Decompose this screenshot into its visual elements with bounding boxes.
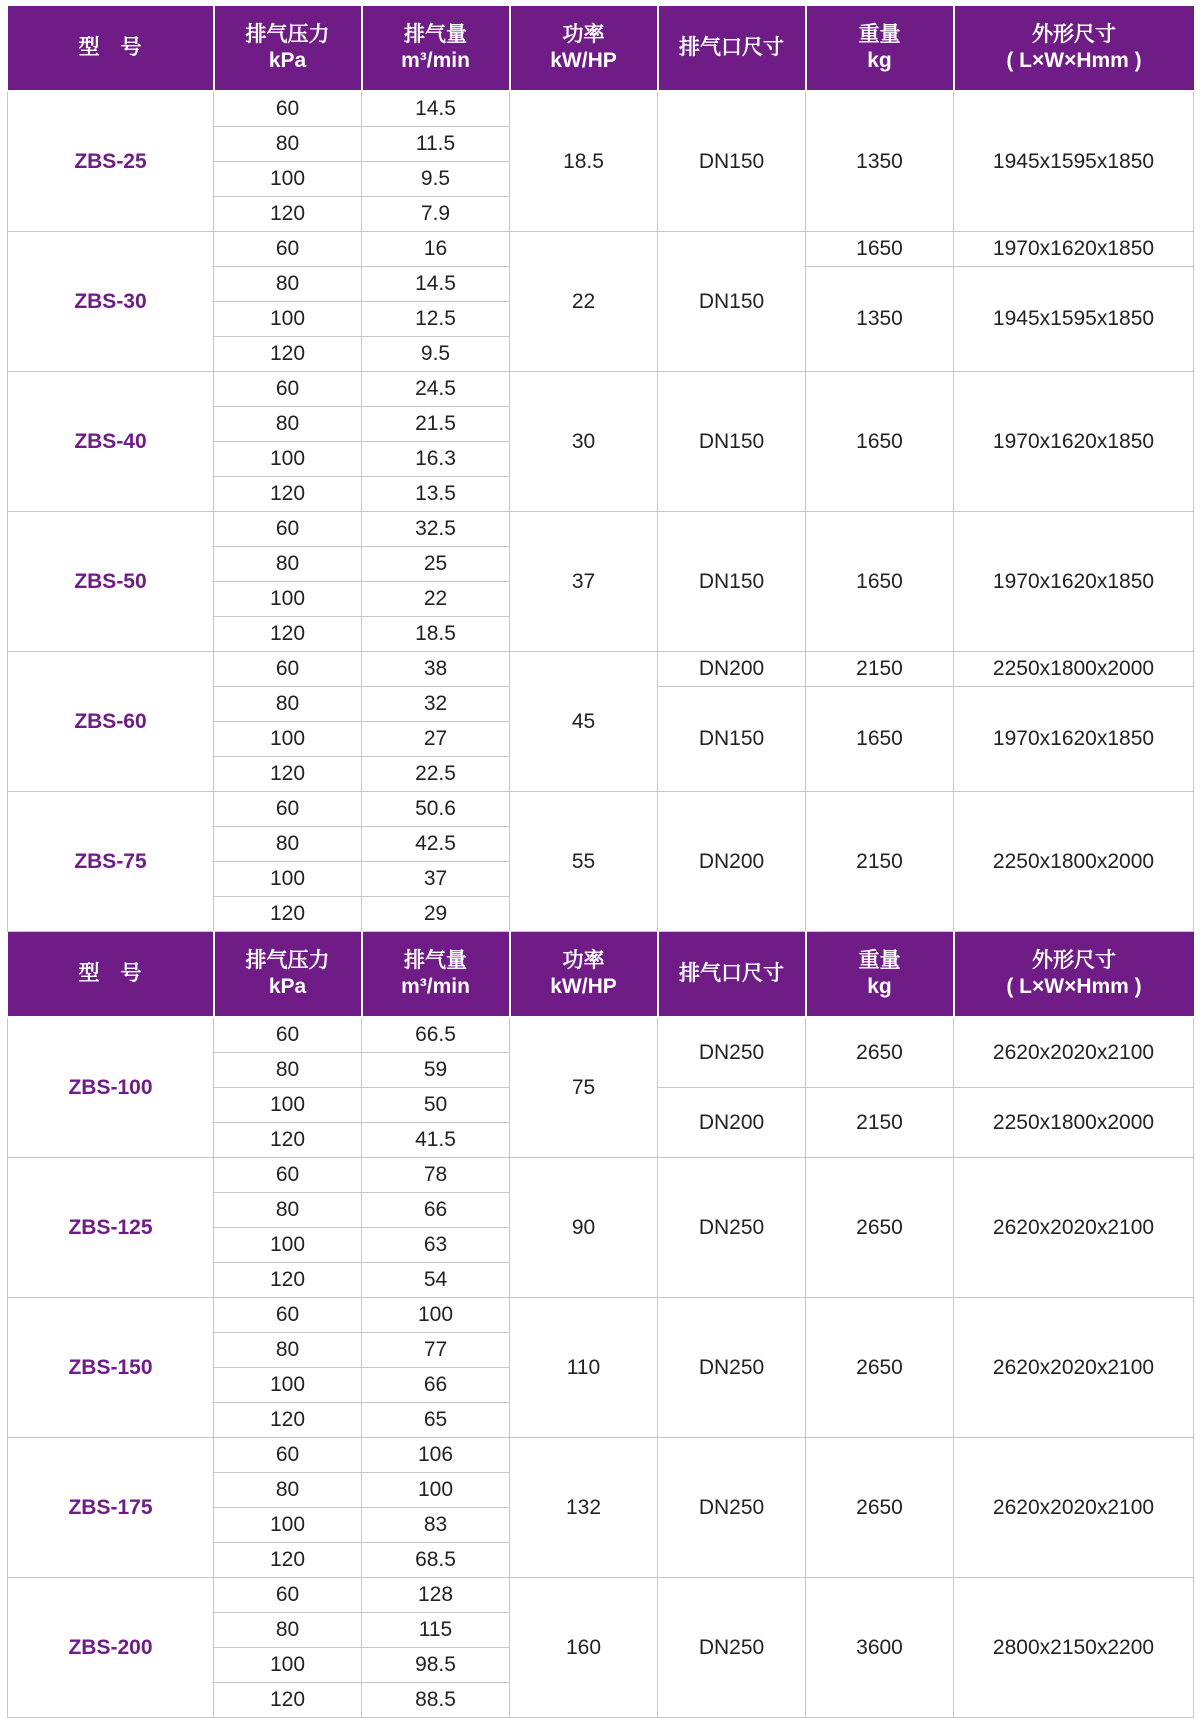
- pressure-cell: 60: [214, 1298, 362, 1333]
- dimensions-cell: 2250x1800x2000: [954, 792, 1194, 932]
- pressure-cell: 60: [214, 372, 362, 407]
- header-pressure-line: 排气压力: [245, 949, 330, 972]
- pressure-cell: 100: [214, 722, 362, 757]
- flow-cell: 38: [362, 652, 510, 687]
- flow-cell: 68.5: [362, 1543, 510, 1578]
- flow-cell: 13.5: [362, 477, 510, 512]
- power-cell: 55: [510, 792, 658, 932]
- power-cell: 37: [510, 512, 658, 652]
- header-power-line: kW/HP: [550, 975, 617, 998]
- header-outlet-line: 排气口尺寸: [679, 962, 784, 985]
- flow-cell: 22: [362, 582, 510, 617]
- flow-cell: 14.5: [362, 91, 510, 127]
- pressure-cell: 100: [214, 162, 362, 197]
- table-row: [8, 1298, 1194, 1333]
- outlet-size-cell: DN150: [658, 91, 806, 232]
- pressure-cell: 60: [214, 1017, 362, 1053]
- outlet-size-cell: DN150: [658, 512, 806, 652]
- weight-cell: 1350: [806, 91, 954, 232]
- header-weight-line: kg: [867, 49, 892, 72]
- outlet-size-cell: DN150: [658, 687, 806, 792]
- flow-cell: 59: [362, 1053, 510, 1088]
- flow-cell: 98.5: [362, 1648, 510, 1683]
- flow-cell: 16.3: [362, 442, 510, 477]
- weight-cell: 2650: [806, 1438, 954, 1578]
- pressure-cell: 60: [214, 792, 362, 827]
- outlet-size-cell: DN150: [658, 372, 806, 512]
- pressure-cell: 100: [214, 1088, 362, 1123]
- model-name-cell: ZBS-40: [8, 372, 214, 512]
- header-power-line: 功率: [562, 949, 605, 972]
- outlet-size-cell: DN250: [658, 1438, 806, 1578]
- flow-cell: 88.5: [362, 1683, 510, 1718]
- pressure-cell: 80: [214, 407, 362, 442]
- pressure-cell: 100: [214, 442, 362, 477]
- header-dimensions: [954, 932, 1194, 1018]
- weight-cell: 2650: [806, 1158, 954, 1298]
- header-weight: [806, 6, 954, 91]
- weight-cell: 3600: [806, 1578, 954, 1718]
- power-cell: 18.5: [510, 91, 658, 232]
- flow-cell: 100: [362, 1298, 510, 1333]
- flow-cell: 27: [362, 722, 510, 757]
- power-cell: 75: [510, 1017, 658, 1158]
- header-dimensions-line: ( L×W×Hmm ): [1006, 49, 1142, 72]
- pressure-cell: 80: [214, 1613, 362, 1648]
- outlet-size-cell: DN250: [658, 1017, 806, 1088]
- flow-cell: 12.5: [362, 302, 510, 337]
- model-name-cell: ZBS-50: [8, 512, 214, 652]
- table-row: [8, 1438, 1194, 1473]
- table-row: [8, 1158, 1194, 1193]
- dimensions-cell: 2620x2020x2100: [954, 1298, 1194, 1438]
- flow-cell: 25: [362, 547, 510, 582]
- power-cell: 22: [510, 232, 658, 372]
- pressure-cell: 120: [214, 1403, 362, 1438]
- header-flow-line: 排气量: [404, 23, 467, 46]
- weight-cell: 1650: [806, 512, 954, 652]
- dimensions-cell: 1970x1620x1850: [954, 232, 1194, 267]
- flow-cell: 22.5: [362, 757, 510, 792]
- model-name-cell: ZBS-60: [8, 652, 214, 792]
- flow-cell: 66: [362, 1193, 510, 1228]
- header-weight: [806, 932, 954, 1018]
- outlet-size-cell: DN200: [658, 652, 806, 687]
- dimensions-cell: 1945x1595x1850: [954, 91, 1194, 232]
- flow-cell: 66.5: [362, 1017, 510, 1053]
- model-name-cell: ZBS-30: [8, 232, 214, 372]
- flow-cell: 83: [362, 1508, 510, 1543]
- header-power-line: 功率: [562, 23, 605, 46]
- table-row: [8, 91, 1194, 127]
- table-row: [8, 232, 1194, 267]
- pressure-cell: 120: [214, 617, 362, 652]
- model-name-cell: ZBS-200: [8, 1578, 214, 1718]
- flow-cell: 32: [362, 687, 510, 722]
- flow-cell: 50: [362, 1088, 510, 1123]
- dimensions-cell: 2250x1800x2000: [954, 1088, 1194, 1158]
- table-row: [8, 512, 1194, 547]
- pressure-cell: 120: [214, 477, 362, 512]
- dimensions-cell: 2800x2150x2200: [954, 1578, 1194, 1718]
- pressure-cell: 60: [214, 91, 362, 127]
- pressure-cell: 80: [214, 267, 362, 302]
- flow-cell: 7.9: [362, 197, 510, 232]
- flow-cell: 42.5: [362, 827, 510, 862]
- table-row: [8, 372, 1194, 407]
- header-flow-line: 排气量: [404, 949, 467, 972]
- table-row: [8, 792, 1194, 827]
- header-model-label: 型 号: [78, 36, 142, 59]
- flow-cell: 11.5: [362, 127, 510, 162]
- header-model: [8, 6, 214, 91]
- model-name-cell: ZBS-175: [8, 1438, 214, 1578]
- weight-cell: 2150: [806, 652, 954, 687]
- flow-cell: 9.5: [362, 337, 510, 372]
- pressure-cell: 120: [214, 897, 362, 932]
- pressure-cell: 80: [214, 1333, 362, 1368]
- flow-cell: 63: [362, 1228, 510, 1263]
- outlet-size-cell: DN200: [658, 792, 806, 932]
- dimensions-cell: 1970x1620x1850: [954, 687, 1194, 792]
- power-cell: 132: [510, 1438, 658, 1578]
- pressure-cell: 60: [214, 1158, 362, 1193]
- header-dimensions-line: 外形尺寸: [1032, 949, 1116, 972]
- header-row: [8, 932, 1194, 1018]
- pressure-cell: 120: [214, 757, 362, 792]
- header-pressure: [214, 6, 362, 91]
- pressure-cell: 100: [214, 1508, 362, 1543]
- flow-cell: 65: [362, 1403, 510, 1438]
- spec-table-body: [8, 6, 1194, 1718]
- header-flow-line: m³/min: [401, 975, 470, 998]
- power-cell: 45: [510, 652, 658, 792]
- header-model: [8, 932, 214, 1018]
- pressure-cell: 80: [214, 1053, 362, 1088]
- pressure-cell: 60: [214, 232, 362, 267]
- flow-cell: 54: [362, 1263, 510, 1298]
- spec-sheet: [7, 6, 1193, 1718]
- pressure-cell: 80: [214, 547, 362, 582]
- dimensions-cell: 1970x1620x1850: [954, 372, 1194, 512]
- table-row: [8, 652, 1194, 687]
- model-name-cell: ZBS-25: [8, 91, 214, 232]
- weight-cell: 2650: [806, 1017, 954, 1088]
- header-dimensions-line: ( L×W×Hmm ): [1006, 975, 1142, 998]
- header-flow-line: m³/min: [401, 49, 470, 72]
- flow-cell: 9.5: [362, 162, 510, 197]
- header-pressure-line: kPa: [268, 49, 307, 72]
- pressure-cell: 100: [214, 1368, 362, 1403]
- flow-cell: 100: [362, 1473, 510, 1508]
- power-cell: 90: [510, 1158, 658, 1298]
- header-model-label: 型 号: [78, 962, 142, 985]
- flow-cell: 16: [362, 232, 510, 267]
- model-name-cell: ZBS-100: [8, 1017, 214, 1158]
- weight-cell: 2150: [806, 792, 954, 932]
- flow-cell: 50.6: [362, 792, 510, 827]
- header-outlet-line: 排气口尺寸: [679, 36, 784, 59]
- header-weight-line: 重量: [858, 949, 901, 972]
- pressure-cell: 120: [214, 1263, 362, 1298]
- weight-cell: 1650: [806, 687, 954, 792]
- header-dimensions: [954, 6, 1194, 91]
- pressure-cell: 100: [214, 302, 362, 337]
- weight-cell: 1650: [806, 372, 954, 512]
- pressure-cell: 120: [214, 1123, 362, 1158]
- pressure-cell: 120: [214, 197, 362, 232]
- header-flow: [362, 932, 510, 1018]
- pressure-cell: 120: [214, 1543, 362, 1578]
- pressure-cell: 80: [214, 827, 362, 862]
- flow-cell: 78: [362, 1158, 510, 1193]
- outlet-size-cell: DN250: [658, 1158, 806, 1298]
- spec-table: [7, 6, 1194, 1718]
- header-power: [510, 932, 658, 1018]
- header-row: [8, 6, 1194, 91]
- header-weight-line: kg: [867, 975, 892, 998]
- pressure-cell: 80: [214, 1193, 362, 1228]
- weight-cell: 1650: [806, 232, 954, 267]
- pressure-cell: 60: [214, 512, 362, 547]
- header-weight-line: 重量: [858, 23, 901, 46]
- outlet-size-cell: DN200: [658, 1088, 806, 1158]
- pressure-cell: 80: [214, 127, 362, 162]
- weight-cell: 1350: [806, 267, 954, 372]
- flow-cell: 128: [362, 1578, 510, 1613]
- header-outlet: [658, 6, 806, 91]
- header-dimensions-line: 外形尺寸: [1032, 23, 1116, 46]
- header-pressure-line: kPa: [268, 975, 307, 998]
- outlet-size-cell: DN250: [658, 1298, 806, 1438]
- power-cell: 110: [510, 1298, 658, 1438]
- flow-cell: 66: [362, 1368, 510, 1403]
- header-outlet: [658, 932, 806, 1018]
- header-pressure-line: 排气压力: [245, 23, 330, 46]
- flow-cell: 29: [362, 897, 510, 932]
- header-pressure: [214, 932, 362, 1018]
- weight-cell: 2150: [806, 1088, 954, 1158]
- flow-cell: 24.5: [362, 372, 510, 407]
- pressure-cell: 100: [214, 1648, 362, 1683]
- flow-cell: 41.5: [362, 1123, 510, 1158]
- table-row: [8, 1017, 1194, 1053]
- flow-cell: 32.5: [362, 512, 510, 547]
- flow-cell: 106: [362, 1438, 510, 1473]
- pressure-cell: 80: [214, 687, 362, 722]
- dimensions-cell: 1970x1620x1850: [954, 512, 1194, 652]
- dimensions-cell: 1945x1595x1850: [954, 267, 1194, 372]
- model-name-cell: ZBS-125: [8, 1158, 214, 1298]
- model-name-cell: ZBS-150: [8, 1298, 214, 1438]
- flow-cell: 37: [362, 862, 510, 897]
- pressure-cell: 100: [214, 862, 362, 897]
- header-power: [510, 6, 658, 91]
- power-cell: 30: [510, 372, 658, 512]
- power-cell: 160: [510, 1578, 658, 1718]
- flow-cell: 14.5: [362, 267, 510, 302]
- pressure-cell: 100: [214, 582, 362, 617]
- weight-cell: 2650: [806, 1298, 954, 1438]
- dimensions-cell: 2620x2020x2100: [954, 1017, 1194, 1088]
- pressure-cell: 120: [214, 337, 362, 372]
- pressure-cell: 60: [214, 652, 362, 687]
- header-power-line: kW/HP: [550, 49, 617, 72]
- flow-cell: 18.5: [362, 617, 510, 652]
- header-flow: [362, 6, 510, 91]
- model-name-cell: ZBS-75: [8, 792, 214, 932]
- dimensions-cell: 2620x2020x2100: [954, 1438, 1194, 1578]
- flow-cell: 21.5: [362, 407, 510, 442]
- pressure-cell: 60: [214, 1438, 362, 1473]
- pressure-cell: 120: [214, 1683, 362, 1718]
- table-row: [8, 1578, 1194, 1613]
- outlet-size-cell: DN150: [658, 232, 806, 372]
- flow-cell: 77: [362, 1333, 510, 1368]
- flow-cell: 115: [362, 1613, 510, 1648]
- pressure-cell: 100: [214, 1228, 362, 1263]
- outlet-size-cell: DN250: [658, 1578, 806, 1718]
- dimensions-cell: 2620x2020x2100: [954, 1158, 1194, 1298]
- pressure-cell: 80: [214, 1473, 362, 1508]
- pressure-cell: 60: [214, 1578, 362, 1613]
- dimensions-cell: 2250x1800x2000: [954, 652, 1194, 687]
